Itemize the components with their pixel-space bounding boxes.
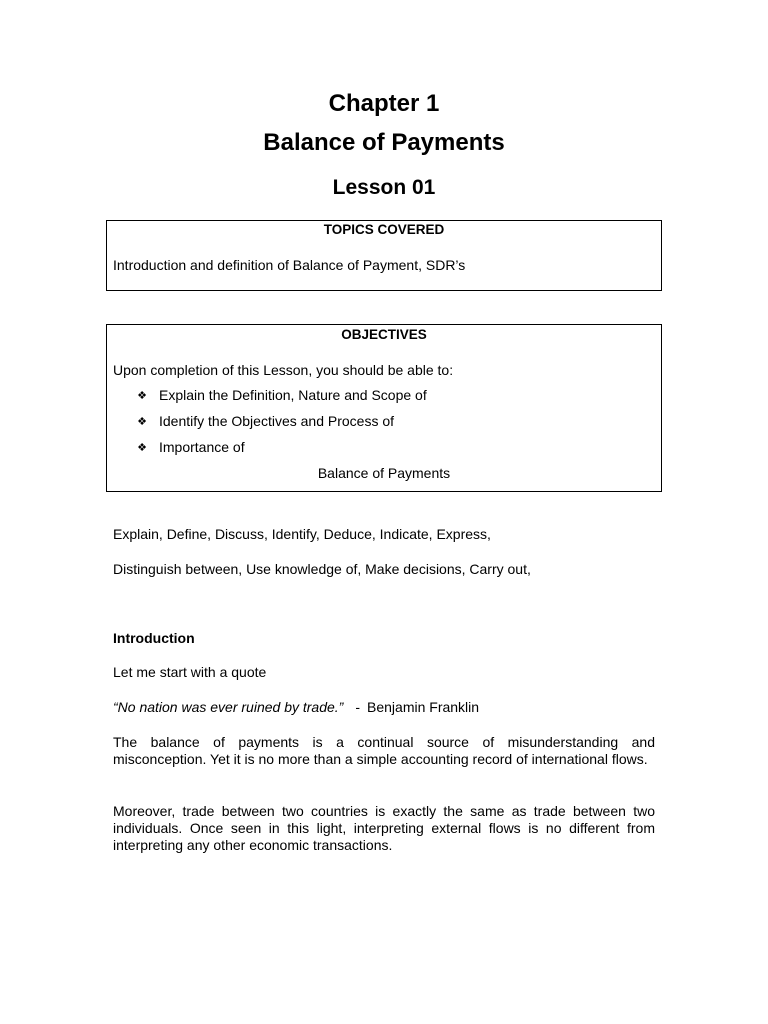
subject-title: Balance of Payments [263, 129, 505, 156]
diamond-bullet-icon: ❖ [137, 389, 147, 402]
objectives-intro: Upon completion of this Lesson, you should be able to: [113, 362, 454, 378]
diamond-bullet-icon: ❖ [137, 415, 147, 428]
topics-text: Introduction and definition of Balance of Payment, SDR’s [113, 257, 466, 273]
quote-line [113, 699, 655, 716]
objective-item [135, 413, 394, 429]
objective-item-label: Explain the Definition, Nature and Scope of [159, 387, 427, 403]
introduction-heading: Introduction [113, 630, 195, 646]
objective-item-label: Identify the Objectives and Process of [159, 413, 395, 429]
topics-heading: TOPICS COVERED [323, 222, 445, 237]
learning-verbs-line: Distinguish between, Use knowledge of, Make decisions, Carry out, [113, 561, 531, 577]
objectives-heading: OBJECTIVES [341, 327, 427, 342]
objective-item [135, 387, 427, 403]
quote-author: Benjamin Franklin [367, 699, 480, 715]
quote-lead-text: Let me start with a quote [113, 664, 267, 680]
topics-covered-box [106, 220, 662, 291]
quote-text: “No nation was ever ruined by trade.” [113, 699, 344, 715]
quote-separator: - [355, 699, 361, 715]
body-paragraph: Moreover, trade between two countries is exactly the same as trade between two individuals. Once seen in this light, interpreting external flows is no different from interpreting any other economic transactions. [113, 803, 655, 853]
learning-verbs-line: Explain, Define, Discuss, Identify, Deduce, Indicate, Express, [113, 526, 491, 542]
objectives-box [106, 324, 662, 492]
objective-item-label: Importance of [159, 439, 245, 455]
diamond-bullet-icon: ❖ [137, 441, 147, 454]
objective-item [135, 439, 245, 455]
objectives-subject: Balance of Payments [317, 465, 451, 481]
body-paragraph: The balance of payments is a continual source of misunderstanding and misconception. Yet it is no more than a simple accounting record of international flows. [113, 734, 655, 767]
chapter-title: Chapter 1 [328, 90, 440, 117]
lesson-title: Lesson 01 [332, 176, 436, 199]
